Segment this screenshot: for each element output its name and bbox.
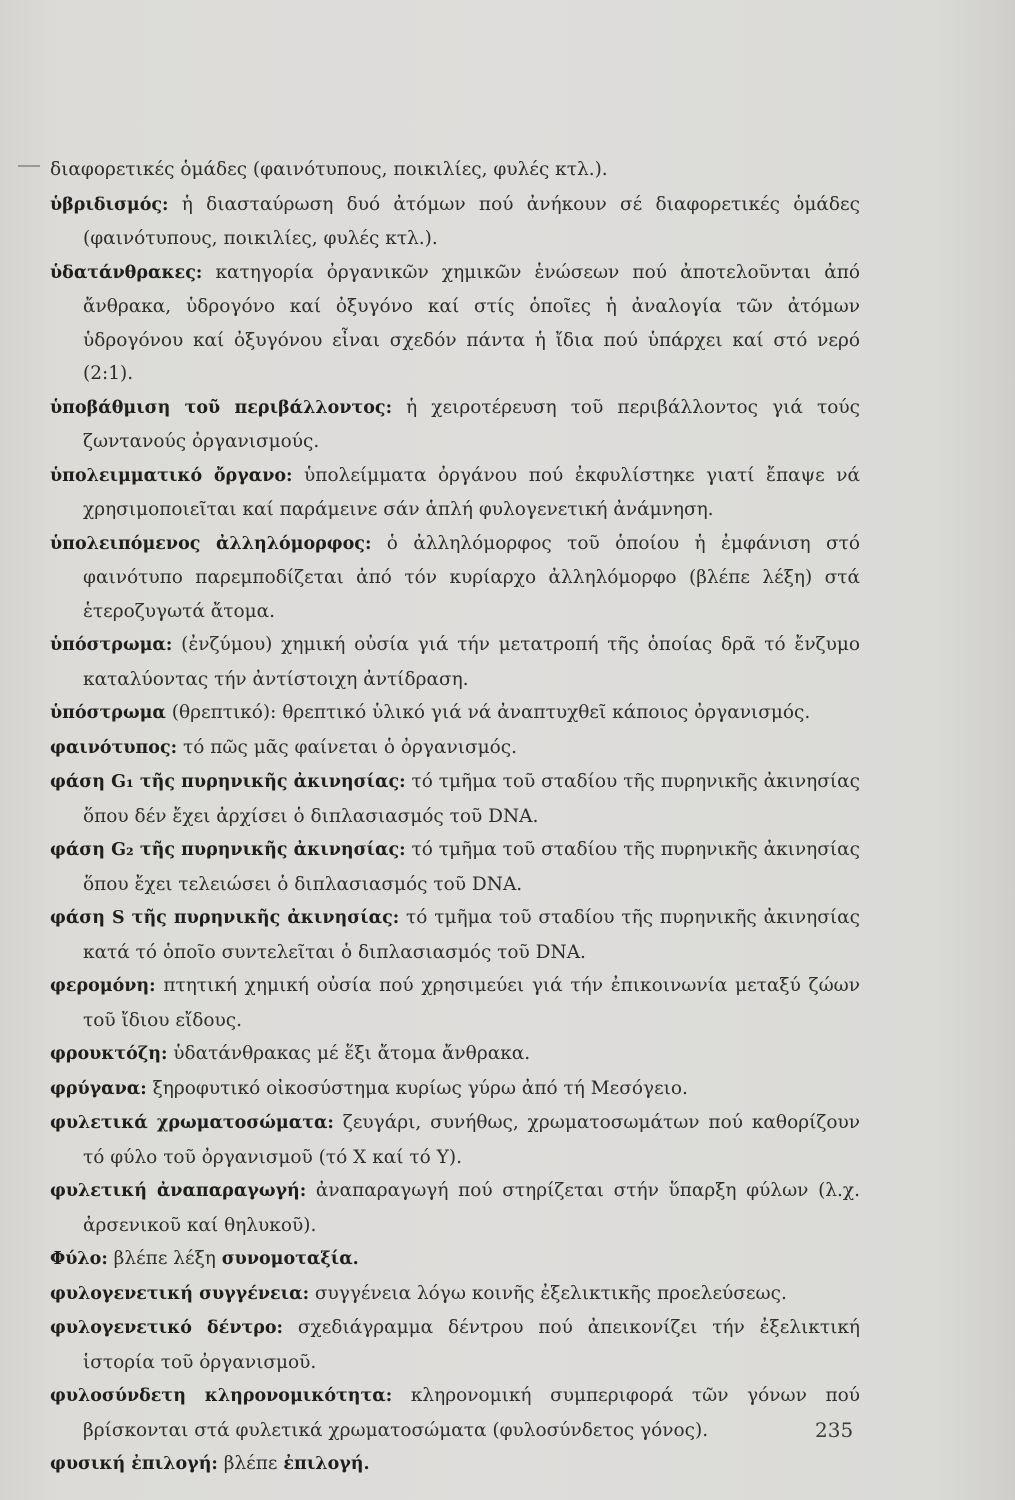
- glossary-term: φερομόνη:: [50, 976, 156, 996]
- glossary-definition: τό τμῆμα τοῦ σταδίου τῆς πυρηνικῆς ἀκινησίας ὅπου δέν ἔχει ἀρχίσει ὁ διπλασιασμός τοῦ DNA.: [83, 771, 860, 827]
- glossary-term: φυσική ἐπιλογή:: [50, 1454, 218, 1474]
- glossary-entry-19: [50, 1311, 860, 1379]
- glossary-definition: κληρονομική συμπεριφορά τῶν γόνων πού βρίσκονται στά φυλετικά χρωματοσώματα (φυλοσύνδετος γόνος).: [83, 1385, 860, 1441]
- glossary-entry-11: [50, 901, 860, 969]
- glossary-entry-2: [50, 256, 860, 391]
- glossary-entry-7: [50, 696, 860, 731]
- glossary-entry-0: [50, 153, 860, 188]
- glossary-crossref: συνομοταξία.: [221, 1249, 359, 1269]
- glossary-term: φάση S τῆς πυρηνικῆς ἀκινησίας:: [50, 908, 400, 928]
- glossary-term: ὑπόστρωμα:: [50, 635, 173, 655]
- glossary-term: ὑπολειπόμενος ἀλληλόμορφος:: [50, 533, 372, 554]
- glossary-entry-12: [50, 969, 860, 1037]
- glossary-definition: σχεδιάγραμμα δέντρου πού ἀπεικονίζει τήν ἐξελικτική ἱστορία τοῦ ὀργανισμοῦ.: [83, 1317, 861, 1373]
- glossary-term: ὑπολειμματικό ὄργανο:: [50, 465, 293, 486]
- glossary-term: φυλετική ἀναπαραγωγή:: [50, 1181, 307, 1201]
- glossary-list: [50, 153, 860, 1482]
- glossary-entry-10: [50, 833, 860, 901]
- glossary-entry-18: [50, 1277, 860, 1312]
- glossary-entry-16: [50, 1174, 860, 1242]
- glossary-definition: κατηγορία ὀργανικῶν χημικῶν ἑνώσεων πού ἀποτελοῦνται ἀπό ἄνθρακα, ὑδρογόνο καί ὀξυγόνο καί στίς ὁποῖες ἡ ἀναλογία τῶν ἀτόμων ὑδρογόνου καί ὀξυγόνου εἶναι σχεδόν πάντα ἡ ἴδια πού ὑπάρχει καί στό νερό (2:1).: [83, 261, 860, 384]
- glossary-definition: (ἐνζύμου) χημική οὐσία γιά τήν μετατροπή τῆς ὁποίας δρᾶ τό ἔνζυμο καταλύοντας τήν ἀντίστοιχη ἀντίδραση.: [83, 634, 860, 690]
- glossary-entry-3: [50, 391, 860, 459]
- glossary-entry-9: [50, 765, 860, 833]
- glossary-definition: ἀναπαραγωγή πού στηρίζεται στήν ὕπαρξη φύλων (λ.χ. ἀρσενικοῦ καί θηλυκοῦ).: [83, 1180, 860, 1236]
- glossary-definition: ἡ χειροτέρευση τοῦ περιβάλλοντος γιά τούς ζωντανούς ὀργανισμούς.: [83, 396, 860, 452]
- glossary-entry-13: [50, 1037, 860, 1072]
- glossary-term: φυλογενετικό δέντρο:: [50, 1318, 284, 1338]
- page-number: 235: [815, 1418, 854, 1442]
- glossary-entry-17: [50, 1242, 860, 1277]
- glossary-definition: τό πῶς μᾶς φαίνεται ὁ ὀργανισμός.: [177, 736, 517, 758]
- glossary-entry-8: [50, 731, 860, 766]
- glossary-crossref: ἐπιλογή.: [283, 1454, 370, 1474]
- glossary-definition: ἡ διασταύρωση δυό ἀτόμων πού ἀνήκουν σέ διαφορετικές ὁμάδες (φαινότυπους, ποικιλίες, φυλές κτλ.).: [83, 193, 860, 249]
- glossary-definition: ὁ ἀλληλόμορφος τοῦ ὁποίου ἡ ἐμφάνιση στό φαινότυπο παρεμποδίζεται ἀπό τόν κυρίαρχο ἀλληλόμορφο (βλέπε λέξη) στά ἑτεροζυγωτά ἄτομα.: [83, 532, 860, 622]
- glossary-term: Φύλο:: [50, 1249, 108, 1269]
- glossary-definition: διαφορετικές ὁμάδες (φαινότυπους, ποικιλίες, φυλές κτλ.).: [50, 159, 608, 180]
- glossary-term: φυλογενετική συγγένεια:: [50, 1283, 310, 1304]
- glossary-definition: ὑπολείμματα ὀργάνου πού ἐκφυλίστηκε γιατί ἔπαψε νά χρησιμοποιεῖται καί παράμεινε σάν ἁπλή φυλογενετική ἀνάμνηση.: [83, 464, 860, 520]
- glossary-definition: τό τμῆμα τοῦ σταδίου τῆς πυρηνικῆς ἀκινησίας ὅπου ἔχει τελειώσει ὁ διπλασιασμός τοῦ DNA.: [83, 839, 860, 895]
- margin-mark: [18, 165, 40, 167]
- glossary-entry-5: [50, 527, 860, 629]
- glossary-definition: (θρεπτικό): θρεπτικό ὑλικό γιά νά ἀναπτυχθεῖ κάποιος ὀργανισμός.: [165, 702, 811, 723]
- glossary-definition: τό τμῆμα τοῦ σταδίου τῆς πυρηνικῆς ἀκινησίας κατά τό ὁποῖο συντελεῖται ὁ διπλασιασμός τοῦ DNA.: [83, 907, 860, 963]
- glossary-term: ὑβριδισμός:: [50, 194, 169, 215]
- glossary-term: ὑδατάνθρακες:: [50, 262, 203, 283]
- glossary-definition: βλέπε λέξη: [107, 1248, 222, 1269]
- glossary-definition: βλέπε: [217, 1453, 284, 1474]
- glossary-definition: ξηροφυτικό οἰκοσύστημα κυρίως γύρω ἀπό τή Μεσόγειο.: [146, 1077, 688, 1099]
- glossary-term: φρουκτόζη:: [50, 1044, 168, 1064]
- glossary-entry-21: [50, 1447, 860, 1482]
- glossary-definition: ὑδατάνθρακας μέ ἕξι ἄτομα ἄνθρακα.: [167, 1043, 531, 1064]
- glossary-entry-1: [50, 188, 860, 256]
- glossary-term: φαινότυπος:: [50, 737, 178, 758]
- glossary-definition: πτητική χημική οὐσία πού χρησιμεύει γιά τήν ἐπικοινωνία μεταξύ ζώων τοῦ ἴδιου εἴδους.: [83, 975, 860, 1031]
- glossary-term: φρύγανα:: [50, 1078, 147, 1099]
- glossary-definition: ζευγάρι, συνήθως, χρωματοσωμάτων πού καθορίζουν τό φύλο τοῦ ὀργανισμοῦ (τό X καί τό Y).: [83, 1112, 860, 1168]
- glossary-term: φάση G₂ τῆς πυρηνικῆς ἀκινησίας:: [50, 840, 406, 860]
- glossary-term: ὑποβάθμιση τοῦ περιβάλλοντος:: [50, 397, 393, 418]
- glossary-term: φάση G₁ τῆς πυρηνικῆς ἀκινησίας:: [50, 772, 406, 792]
- glossary-entry-14: [50, 1072, 860, 1107]
- glossary-entry-4: [50, 459, 860, 527]
- glossary-term: ὑπόστρωμα: [50, 703, 166, 723]
- glossary-term: φυλοσύνδετη κληρονομικότητα:: [50, 1386, 393, 1406]
- glossary-entry-20: [50, 1379, 860, 1447]
- glossary-entry-6: [50, 628, 860, 696]
- glossary-term: φυλετικά χρωματοσώματα:: [50, 1113, 334, 1133]
- glossary-entry-15: [50, 1106, 860, 1174]
- glossary-definition: συγγένεια λόγω κοινῆς ἐξελικτικῆς προελεύσεως.: [309, 1282, 787, 1304]
